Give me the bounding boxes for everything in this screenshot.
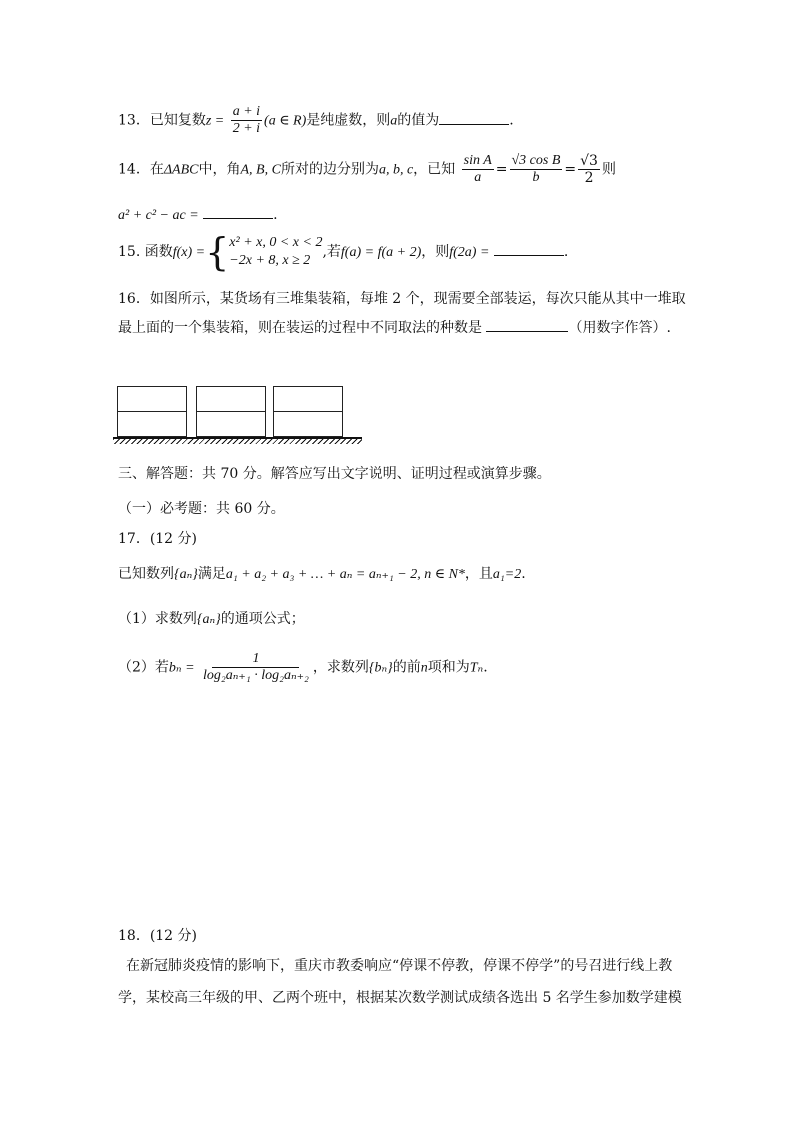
q14-f3-num: √3 bbox=[580, 153, 598, 169]
q13-fraction bbox=[231, 104, 262, 137]
q13-answer-blank[interactable] bbox=[439, 110, 509, 125]
q14-f2-den: b bbox=[532, 170, 540, 185]
container-stack-1-bottom bbox=[117, 411, 187, 437]
q13-end: . bbox=[509, 112, 514, 129]
question-18-line-1: 在新冠肺炎疫情的影响下，重庆市教委响应“停课不停教，停课不停学”的号召进行线上教 bbox=[126, 958, 673, 974]
q17-p1-suffix: 的通项公式； bbox=[220, 611, 305, 627]
q16-line-2-text: 最上面的一个集装箱，则在装运的过程中不同取法的种数是 bbox=[118, 320, 482, 336]
q14-fraction-1 bbox=[462, 153, 494, 186]
q17-p2-bn: bₙ = bbox=[168, 660, 195, 676]
q14-fraction-3 bbox=[578, 153, 600, 186]
q14-f2-num: √3 cos B bbox=[511, 153, 561, 168]
q15-fx: f(x) = bbox=[172, 245, 206, 260]
q14-prefix: 14．在 bbox=[118, 161, 164, 178]
question-16-line-2 bbox=[118, 317, 671, 337]
q17-p2-suffix: 项和为 bbox=[427, 659, 470, 676]
q14-f1-num: sin A bbox=[463, 153, 492, 168]
q15-case-2: −2x + 8, x ≥ 2 bbox=[229, 253, 311, 268]
q17-p2-mid2: 的前 bbox=[392, 659, 421, 676]
ground-hatch bbox=[113, 439, 362, 444]
q17-stem-mid: 满足 bbox=[197, 566, 226, 582]
q14-eq-1: = bbox=[495, 161, 508, 178]
question-17-part-2 bbox=[118, 651, 488, 684]
question-18-line-2: 学，某校高三年级的甲、乙两个班中，根据某次数学测试成绩各选出 5 名学生参加数学建模 bbox=[118, 990, 682, 1006]
q13-suffix: 的值为 bbox=[397, 112, 440, 129]
container-stack-2-top bbox=[196, 386, 266, 412]
q14-triangle: ΔABC bbox=[163, 162, 199, 178]
q17-stem-eq: a₁ + a₂ + a₃ + … + aₙ = aₙ₊₁ − 2, n ∈ N* bbox=[225, 567, 465, 582]
q14-mid1: 中，角 bbox=[198, 161, 241, 178]
q14-then: 则 bbox=[601, 161, 616, 178]
q15-condition: f(a) = f(a + 2) bbox=[340, 245, 422, 260]
q15-prefix: 15. 函数 bbox=[118, 244, 173, 260]
question-14-line-2 bbox=[118, 204, 278, 225]
q16-answer-blank[interactable] bbox=[486, 317, 568, 332]
q17-p2-num: 1 bbox=[212, 651, 299, 668]
q15-brace-icon: { bbox=[205, 230, 230, 274]
q17-p2-seq: {bₙ} bbox=[368, 660, 393, 676]
q14-f1-den: a bbox=[474, 170, 482, 185]
q14-f3-den: 2 bbox=[584, 170, 594, 186]
container-stack-3-bottom bbox=[273, 411, 343, 437]
q13-mid: 是纯虚数，则 bbox=[306, 112, 391, 129]
q15-answer-blank[interactable] bbox=[494, 241, 564, 256]
q17-p2-mid: ，求数列 bbox=[312, 659, 369, 676]
q13-numerator: a + i bbox=[232, 104, 261, 119]
question-13 bbox=[118, 104, 514, 137]
q17-stem-end: . bbox=[521, 566, 526, 582]
question-16-line-1: 16．如图所示，某货场有三堆集装箱，每堆 2 个，现需要全部装运，每次只能从其中一堆取 bbox=[118, 291, 686, 307]
q17-p1-seq: {aₙ} bbox=[196, 612, 221, 627]
q15-end: . bbox=[563, 244, 569, 260]
container-stack-1-top bbox=[117, 386, 187, 412]
q17-p2-prefix: （2）若 bbox=[118, 659, 169, 676]
q16-note: （用数字作答）. bbox=[568, 320, 671, 336]
q17-p2-end: . bbox=[483, 659, 488, 676]
q15-ask: f(2a) = bbox=[449, 245, 490, 260]
q15-cases bbox=[229, 234, 322, 270]
q14-sides: a, b, c bbox=[378, 162, 414, 178]
container-stack-2-bottom bbox=[196, 411, 266, 437]
q14-mid3: ，已知 bbox=[413, 161, 456, 178]
q13-var: a bbox=[390, 113, 398, 129]
q14-answer-blank[interactable] bbox=[203, 204, 273, 219]
q17-stem-and: ，且 bbox=[464, 566, 493, 582]
container-stack-3-top bbox=[273, 386, 343, 412]
q17-p2-n: n bbox=[420, 660, 428, 676]
question-17-part-1 bbox=[118, 610, 305, 629]
q13-z-eq: z = bbox=[205, 113, 225, 129]
question-15 bbox=[118, 230, 569, 274]
q14-eq-2: = bbox=[564, 161, 577, 178]
q13-condition: (a ∈ R) bbox=[264, 113, 307, 129]
q15-mid2: ，则 bbox=[421, 244, 450, 260]
q14-end: . bbox=[273, 207, 278, 223]
q15-mid: ,若 bbox=[322, 244, 341, 260]
question-17-head: 17．(12 分) bbox=[118, 531, 198, 547]
question-17-stem bbox=[118, 565, 526, 584]
q17-p2-den: log₂aₙ₊₁ · log₂aₙ₊₂ bbox=[203, 668, 309, 683]
q13-denominator: 2 + i bbox=[232, 121, 261, 136]
section-3-title: 三、解答题：共 70 分。解答应写出文字说明、证明过程或演算步骤。 bbox=[118, 466, 551, 482]
question-14 bbox=[118, 153, 616, 186]
q14-fraction-2 bbox=[510, 153, 563, 186]
q15-case-1: x² + x, 0 < x < 2 bbox=[229, 235, 323, 250]
q14-angles: A, B, C bbox=[240, 162, 281, 178]
q17-p1-prefix: （1）求数列 bbox=[118, 611, 197, 627]
q14-expr: a² + c² − ac = bbox=[118, 208, 199, 223]
q14-mid2: 所对的边分别为 bbox=[280, 161, 379, 178]
q17-p2-T: Tₙ bbox=[469, 660, 484, 676]
question-18-head: 18．(12 分) bbox=[118, 928, 198, 944]
q17-stem-init: a₁=2 bbox=[492, 567, 522, 582]
section-3-subtitle: （一）必考题：共 60 分。 bbox=[118, 501, 285, 517]
q17-p2-fraction bbox=[201, 651, 311, 684]
q17-stem-prefix: 已知数列 bbox=[118, 566, 174, 582]
q13-prefix: 13．已知复数 bbox=[118, 112, 206, 129]
q17-seq: {aₙ} bbox=[174, 567, 198, 582]
